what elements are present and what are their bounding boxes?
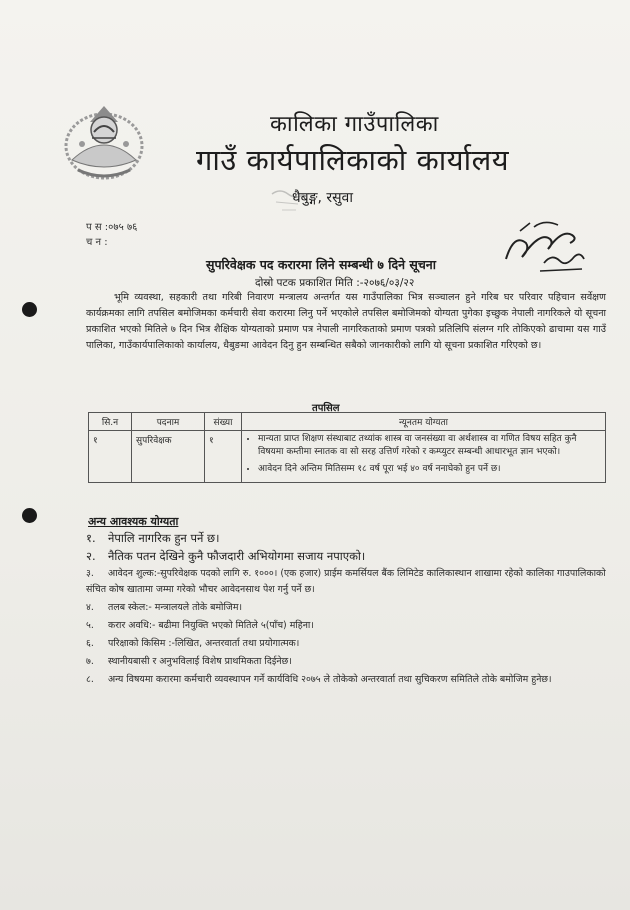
list-item bbox=[86, 548, 610, 564]
nepal-emblem-logo bbox=[62, 100, 146, 182]
requirements-table bbox=[88, 412, 606, 483]
letter-number: प स :०७५ ७६ bbox=[86, 222, 138, 233]
other-requirements-list bbox=[86, 530, 610, 690]
municipality-name: कालिका गाउँपालिका bbox=[270, 112, 439, 137]
punch-hole-bottom bbox=[22, 508, 37, 523]
list-item-text: तलब स्केल:- मन्त्रालयले तोके बमोजिम। bbox=[108, 602, 243, 613]
office-address: धैबुङ्ग, रसुवा bbox=[292, 190, 353, 206]
list-item-number: १. bbox=[86, 531, 96, 545]
header-qualification: न्यूनतम योग्यता bbox=[242, 413, 606, 431]
punch-hole-top bbox=[22, 302, 37, 317]
list-item-text: अन्य विषयमा करारमा कर्मचारी व्यवस्थापन गर्ने कार्यविधि २०७५ ले तोकेको अन्तरवार्ता तथा सुचिकरण समितिले तोके बमोजिम हुनेछ। bbox=[108, 674, 552, 685]
list-item-number: ६. bbox=[86, 638, 94, 649]
table-caption: तपसिल bbox=[312, 403, 340, 414]
cell-post: सुपरिवेक्षक bbox=[132, 431, 205, 483]
qualification-item: • मान्यता प्राप्त शिक्षण संस्थाबाट तथ्यांक शास्त्र वा जनसंख्या वा अर्थशास्त्र वा गणित विषय सहित कुनै विषयमा कम्तीमा स्नातक वा सो सरह उत्तिर्ण गरेको र कम्प्युटर सम्बन्धी आधारभूत ज्ञान भएको। bbox=[258, 433, 601, 459]
header-post: पदनाम bbox=[132, 413, 205, 431]
list-item-number: ५. bbox=[86, 620, 94, 631]
table-row bbox=[89, 431, 606, 483]
list-item-text: नैतिक पतन देखिने कुनै फौजदारी अभियोगमा सजाय नपाएको। bbox=[108, 549, 366, 563]
list-item bbox=[86, 672, 610, 688]
list-item bbox=[86, 600, 610, 616]
list-item-number: ८. bbox=[86, 674, 94, 685]
list-item-text: स्थानीयबासी र अनुभविलाई विशेष प्राथमिकता दिईनेछ। bbox=[108, 656, 292, 667]
list-item bbox=[86, 618, 610, 634]
list-item-number: ७. bbox=[86, 656, 94, 667]
list-item-text: करार अवधि:- बढीमा नियुक्ति भएको मितिले ५(पाँच) महिना। bbox=[108, 620, 314, 631]
list-item bbox=[86, 530, 610, 546]
header-count: संख्या bbox=[205, 413, 242, 431]
list-item bbox=[86, 636, 610, 652]
list-item bbox=[86, 654, 610, 670]
list-item-number: २. bbox=[86, 549, 96, 563]
reference-block bbox=[86, 220, 137, 250]
notice-title: सुपरिवेक्षक पद करारमा लिने सम्बन्धी ७ दिने सूचना bbox=[206, 257, 436, 272]
cell-qualifications bbox=[242, 431, 606, 483]
publication-date: दोस्रो पटक प्रकाशित मिति :-२०७६/०३/२२ bbox=[255, 277, 415, 289]
table-header-row bbox=[89, 413, 606, 431]
qualification-item: • आवेदन दिने अन्तिम मितिसम्म १८ वर्ष पूरा भई ४० वर्ष ननाघेको हुन पर्ने छ। bbox=[258, 463, 601, 476]
list-item-text: आवेदन शुल्क:-सुपरिवेक्षक पदको लागि रु. १०००। (एक हजार) प्राईम कमर्सियल बैंक लिमिटेड कालिकास्थान शाखामा रहेको कालिका गाउपालिकाको संचित कोष खातामा जम्मा गरेको भौचर आवेदनसाथ पेश गर्नु पर्ने छ। bbox=[86, 568, 606, 595]
cell-serial: १ bbox=[89, 431, 132, 483]
list-item-text: परिक्षाको किसिम :-लिखित, अन्तरवार्ता तथा प्रयोगात्मक। bbox=[108, 638, 300, 649]
other-requirements-heading: अन्य आवश्यक योग्यता bbox=[88, 515, 179, 528]
header-serial: सि.न bbox=[89, 413, 132, 431]
list-item-text: नेपालि नागरिक हुन पर्ने छ। bbox=[108, 531, 220, 545]
cell-count: १ bbox=[205, 431, 242, 483]
list-item-number: ३. bbox=[86, 568, 94, 579]
handwritten-signature bbox=[500, 213, 588, 275]
notice-paragraph: भूमि व्यवस्था, सहकारी तथा गरिबी निवारण मन्त्रालय अन्तर्गत यस गाउँपालिका भित्र सञ्चालन हुने गरिब घर परिवार पहिचान सर्वेक्षण कार्यक्रमका लागि तपसिल बमोजिमका कर्मचारी सेवा करारमा लिनु पर्ने भएकोले तपसिल बमोजिमको योग्यता पुगेका इच्छुक नेपाली नागरिकले यो सूचना प्रकाशित भएको मितिले ७ दिन भित्र शैक्षिक योग्यताको प्रमाण पत्र नेपाली नागरिकताको प्रमाण पत्रको प्रतिलिपि संलग्न गरि तोकिएको ढाचामा यस गाउँ पालिका, गाउँकार्यपालिकाको कार्यालय, धैबुङमा आवेदन दिनु हुन सम्बन्धित सबैको जानकारीको लागि यो सूचना प्रकाशित गरिएको छ। bbox=[86, 292, 606, 351]
dispatch-number: च न : bbox=[86, 237, 108, 248]
office-name: गाउँ कार्यपालिकाको कार्यालय bbox=[196, 143, 510, 177]
list-item-number: ४. bbox=[86, 602, 94, 613]
list-item bbox=[86, 566, 610, 598]
